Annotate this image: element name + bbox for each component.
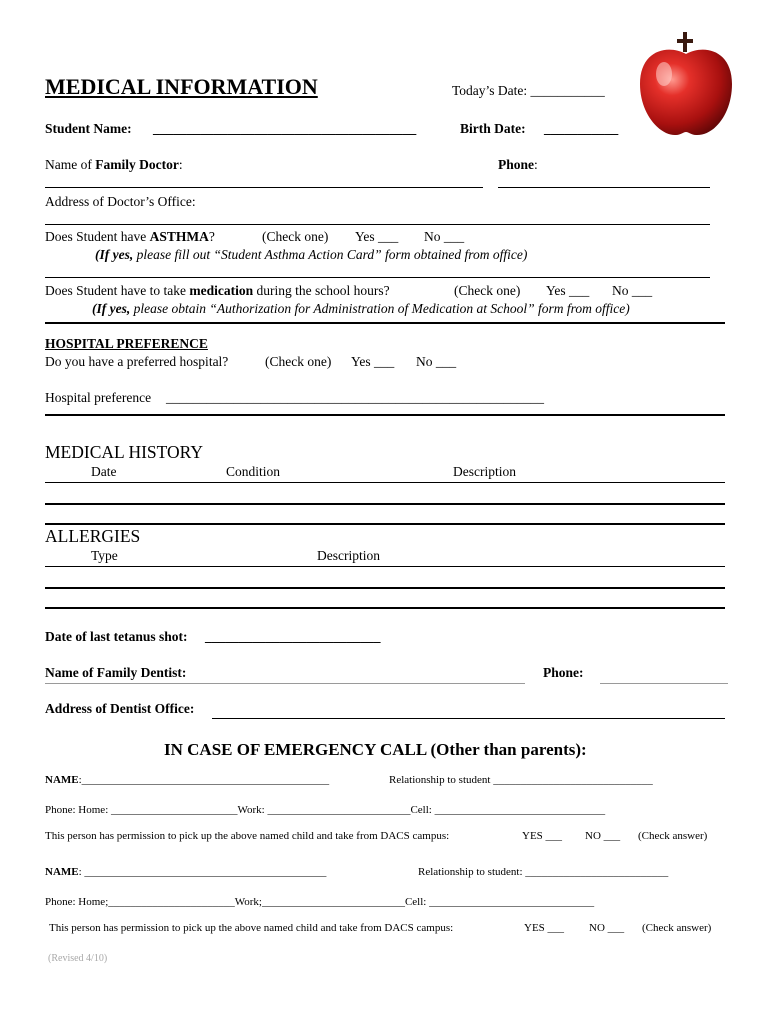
medical-history-col-date: Date — [91, 464, 117, 479]
asthma-question-prefix: Does Student have — [45, 229, 150, 244]
emergency-contact1-relationship[interactable]: Relationship to student _____________________________ — [389, 774, 653, 786]
hospital-heading: HOSPITAL PREFERENCE — [45, 336, 208, 351]
dentist-phone-field[interactable] — [600, 683, 728, 684]
emergency-contact2-check-answer: (Check answer) — [642, 922, 712, 934]
hospital-divider — [45, 414, 725, 416]
medical-history-col-description: Description — [453, 464, 516, 479]
birth-date-field[interactable]: ___________ — [544, 121, 619, 136]
medical-history-row-line[interactable] — [45, 523, 725, 525]
medication-question-prefix: Does Student have to take — [45, 283, 190, 298]
dentist-name-label: Name of Family Dentist: — [45, 665, 187, 680]
hospital-check-one: (Check one) — [265, 354, 332, 369]
asthma-question-suffix: ? — [208, 229, 215, 244]
doctor-phone-label-suffix: : — [534, 157, 538, 172]
hospital-question: Do you have a preferred hospital? — [45, 354, 229, 369]
emergency-contact1-check-answer: (Check answer) — [638, 830, 708, 842]
emergency-contact2-yes-option[interactable]: YES ___ — [524, 922, 565, 934]
emergency-contact2-no-option[interactable]: NO ___ — [589, 922, 625, 934]
asthma-question — [45, 229, 215, 245]
doctor-phone-label — [498, 157, 538, 173]
allergies-col-type: Type — [91, 548, 118, 563]
emergency-contact2-permission: This person has permission to pick up the above named child and take from DACS campus: — [49, 922, 454, 934]
emergency-contact1-no-option[interactable]: NO ___ — [585, 830, 621, 842]
doctor-address-field[interactable] — [45, 224, 710, 225]
asthma-question-bold: ASTHMA — [149, 229, 209, 244]
hospital-preference-label: Hospital preference — [45, 390, 152, 405]
family-doctor-label-suffix: : — [178, 157, 183, 172]
emergency-contact2-name[interactable] — [45, 866, 326, 878]
hospital-preference-field[interactable]: ________________________________________________________ — [166, 390, 544, 405]
allergies-row-line[interactable] — [45, 607, 725, 609]
family-doctor-label — [45, 157, 183, 173]
emergency-heading: IN CASE OF EMERGENCY CALL (Other than parents): — [164, 740, 587, 759]
emergency-contact2-name-line: : ____________________________________________ — [78, 866, 327, 878]
asthma-note-bold: (If yes, — [95, 247, 134, 262]
doctor-phone-field[interactable] — [498, 187, 710, 188]
tetanus-field[interactable]: __________________________ — [205, 629, 381, 644]
todays-date-label: Today’s Date: ______ — [452, 83, 572, 98]
emergency-contact1-name[interactable] — [45, 774, 329, 786]
medication-question-bold: medication — [189, 283, 254, 298]
medical-history-row-line[interactable] — [45, 482, 725, 483]
medical-history-heading: MEDICAL HISTORY — [45, 442, 203, 462]
family-doctor-label-bold: Family Doctor — [95, 157, 179, 172]
doctor-address-label: Address of Doctor’s Office: — [45, 194, 196, 209]
asthma-note — [95, 247, 527, 263]
medical-history-col-condition: Condition — [226, 464, 281, 479]
dentist-name-field[interactable] — [45, 683, 525, 684]
medication-question-suffix: during the school hours? — [253, 283, 390, 298]
dentist-phone-label: Phone: — [543, 665, 584, 680]
emergency-contact1-yes-option[interactable]: YES ___ — [522, 830, 563, 842]
asthma-no-option[interactable]: No ___ — [424, 229, 465, 244]
emergency-contact1-name-line: :_____________________________________________ — [78, 774, 330, 786]
medical-history-row-line[interactable] — [45, 503, 725, 505]
emergency-contact2-name-label: NAME — [45, 866, 79, 878]
tetanus-label: Date of last tetanus shot: — [45, 629, 188, 644]
allergies-col-description: Description — [317, 548, 380, 563]
birth-date-label: Birth Date: — [460, 121, 526, 136]
dentist-address-field[interactable] — [212, 718, 725, 719]
medication-divider — [45, 322, 725, 324]
student-name-label: Student Name: — [45, 121, 132, 136]
revised-note: (Revised 4/10) — [48, 953, 108, 964]
emergency-contact2-phones[interactable]: Phone: Home;_______________________Work;__________________________Cell: ______________________________ — [45, 896, 595, 908]
hospital-no-option[interactable]: No ___ — [416, 354, 457, 369]
medication-note-text: please obtain “Authorization for Administration of Medication at School” form from office) — [130, 301, 630, 316]
allergies-heading: ALLERGIES — [45, 526, 141, 546]
family-doctor-field[interactable] — [45, 187, 483, 188]
asthma-yes-option[interactable]: Yes ___ — [355, 229, 399, 244]
todays-date-field[interactable] — [452, 83, 605, 99]
todays-date-blank: _____ — [571, 83, 605, 98]
emergency-contact2-relationship[interactable]: Relationship to student: __________________________ — [418, 866, 669, 878]
doctor-phone-label-bold: Phone — [498, 157, 535, 172]
asthma-divider — [45, 277, 710, 278]
medication-yes-option[interactable]: Yes ___ — [546, 283, 590, 298]
medication-note — [92, 301, 630, 317]
family-doctor-label-prefix: Name of — [45, 157, 96, 172]
asthma-check-one: (Check one) — [262, 229, 329, 244]
allergies-row-line[interactable] — [45, 566, 725, 567]
emergency-contact1-phones[interactable]: Phone: Home: _______________________Work: __________________________Cell: _______________________________ — [45, 804, 606, 816]
medication-no-option[interactable]: No ___ — [612, 283, 653, 298]
emergency-contact1-name-label: NAME — [45, 774, 79, 786]
medication-check-one: (Check one) — [454, 283, 521, 298]
student-name-field[interactable]: _______________________________________ — [153, 121, 417, 136]
medication-note-bold: (If yes, — [92, 301, 131, 316]
asthma-note-text: please fill out “Student Asthma Action Card” form obtained from office) — [133, 247, 528, 262]
emergency-contact1-permission: This person has permission to pick up the above named child and take from DACS campus: — [45, 830, 450, 842]
allergies-row-line[interactable] — [45, 587, 725, 589]
page-title: MEDICAL INFORMATION — [45, 74, 318, 99]
dentist-address-label: Address of Dentist Office: — [45, 701, 195, 716]
apple-logo — [634, 32, 738, 140]
medication-question — [45, 283, 390, 299]
hospital-yes-option[interactable]: Yes ___ — [351, 354, 395, 369]
